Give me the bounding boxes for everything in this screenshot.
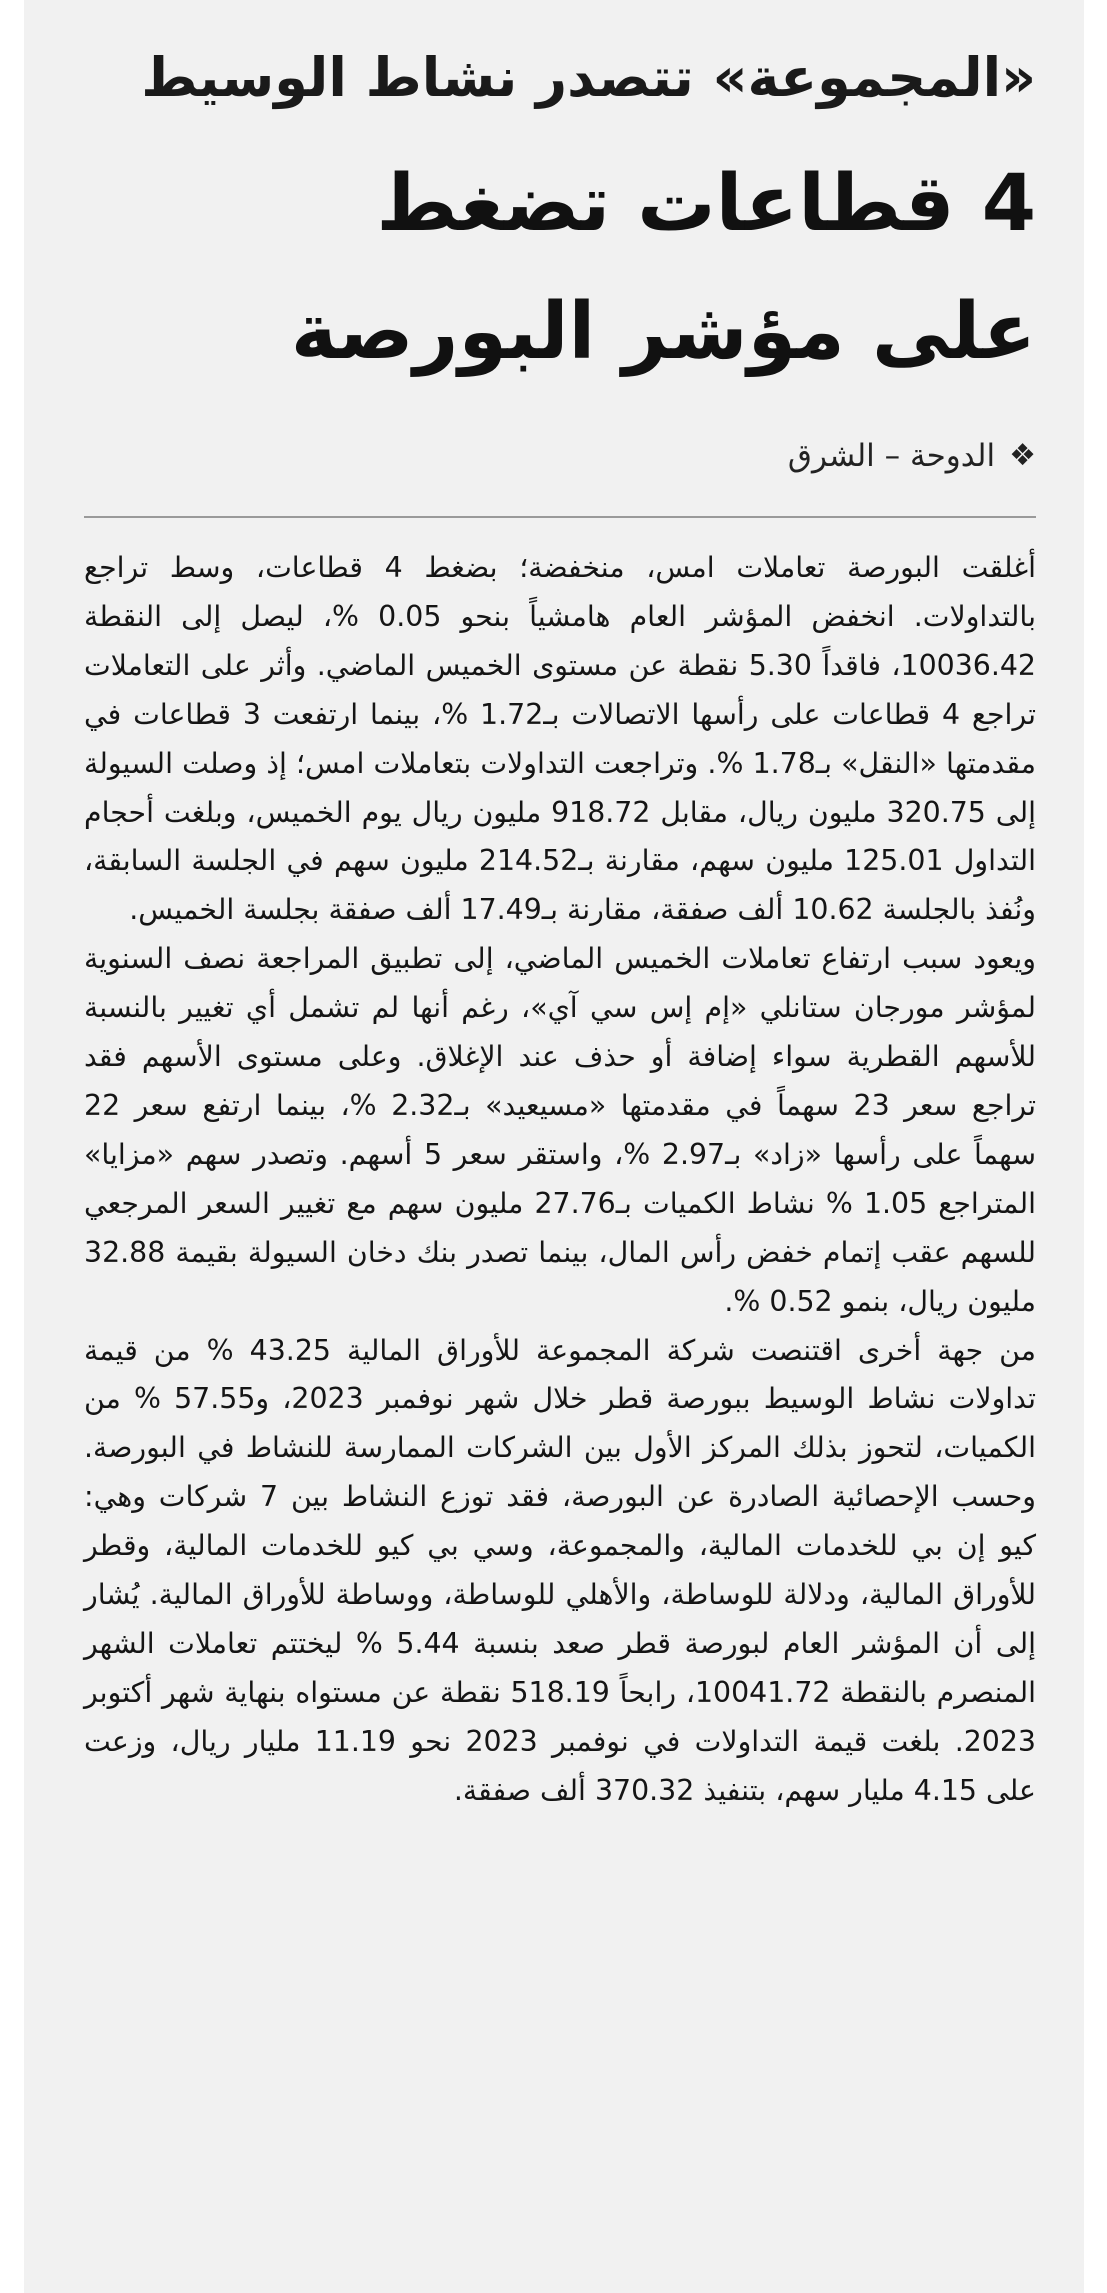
diamond-bullet-icon: ❖ (1009, 438, 1036, 473)
body-paragraph-1: أغلقت البورصة تعاملات امس، منخفضة؛ بضغط 4 قطاعات، وسط تراجع بالتداولات. انخفض المؤشر العام هامشياً بنحو 0.05 %، ليصل إلى النقطة 10036.42، فاقداً 5.30 نقطة عن مستوى الخميس الماضي. وأثر على التعاملات تراجع 4 قطاعات على رأسها الاتصالات بـ1.72 %، بينما ارتفعت 3 قطاعات في مقدمتها «النقل» بـ1.78 %. وتراجعت التداولات بتعاملات امس؛ إذ وصلت السيولة إلى 320.75 مليون ريال، مقابل 918.72 مليون ريال يوم الخميس، وبلغت أحجام التداول 125.01 مليون سهم، مقارنة بـ214.52 مليون سهم في الجلسة السابقة، ونُفذ بالجلسة 10.62 ألف صفقة، مقارنة بـ17.49 ألف صفقة بجلسة الخميس. (84, 551, 1037, 927)
article-headline (84, 140, 1036, 396)
headline-line-2: على مؤشر البورصة (290, 287, 1036, 377)
headline-line-1: 4 قطاعات تضغط (376, 159, 1036, 249)
article-page (24, 0, 1084, 2293)
article-body (84, 544, 1036, 1816)
divider (84, 516, 1036, 518)
body-paragraph-2: ويعود سبب ارتفاع تعاملات الخميس الماضي، إلى تطبيق المراجعة نصف السنوية لمؤشر مورجان ستانلي «إم إس سي آي»، رغم أنها لم تشمل أي تغيير بالنسبة للأسهم القطرية سواء إضافة أو حذف عند الإغلاق. وعلى مستوى الأسهم فقد تراجع سعر 23 سهماً في مقدمتها «مسيعيد» بـ2.32 %، بينما ارتفع سعر 22 سهماً على رأسها «زاد» بـ2.97 %، واستقر سعر 5 أسهم. وتصدر سهم «مزايا» المتراجع 1.05 % نشاط الكميات بـ27.76 مليون سهم مع تغيير السعر المرجعي للسهم عقب إتمام خفض رأس المال، بينما تصدر بنك دخان السيولة بقيمة 32.88 مليون ريال، بنمو 0.52 %. (84, 942, 1037, 1318)
article-content (84, 0, 1036, 1816)
article-dateline (84, 426, 1036, 486)
body-paragraph-3: من جهة أخرى اقتنصت شركة المجموعة للأوراق المالية 43.25 % من قيمة تداولات نشاط الوسيط ببورصة قطر خلال شهر نوفمبر 2023، و57.55 % من الكميات، لتحوز بذلك المركز الأول بين الشركات الممارسة للنشاط في البورصة. وحسب الإحصائية الصادرة عن البورصة، فقد توزع النشاط بين 7 شركات وهي: كيو إن بي للخدمات المالية، والمجموعة، وسي بي كيو للخدمات المالية، وقطر للأوراق المالية، ودلالة للوساطة، والأهلي للوساطة، ووساطة للأوراق المالية. يُشار إلى أن المؤشر العام لبورصة قطر صعد بنسبة 5.44 % ليختتم تعاملات الشهر المنصرم بالنقطة 10041.72، رابحاً 518.19 نقطة عن مستواه بنهاية شهر أكتوبر 2023. بلغت قيمة التداولات في نوفمبر 2023 نحو 11.19 مليار ريال، وزعت على 4.15 مليار سهم، بتنفيذ 370.32 ألف صفقة. (84, 1333, 1037, 1807)
dateline-text: الدوحة – الشرق (787, 438, 996, 474)
article-kicker: «المجموعة» تتصدر نشاط الوسيط (141, 46, 1036, 109)
